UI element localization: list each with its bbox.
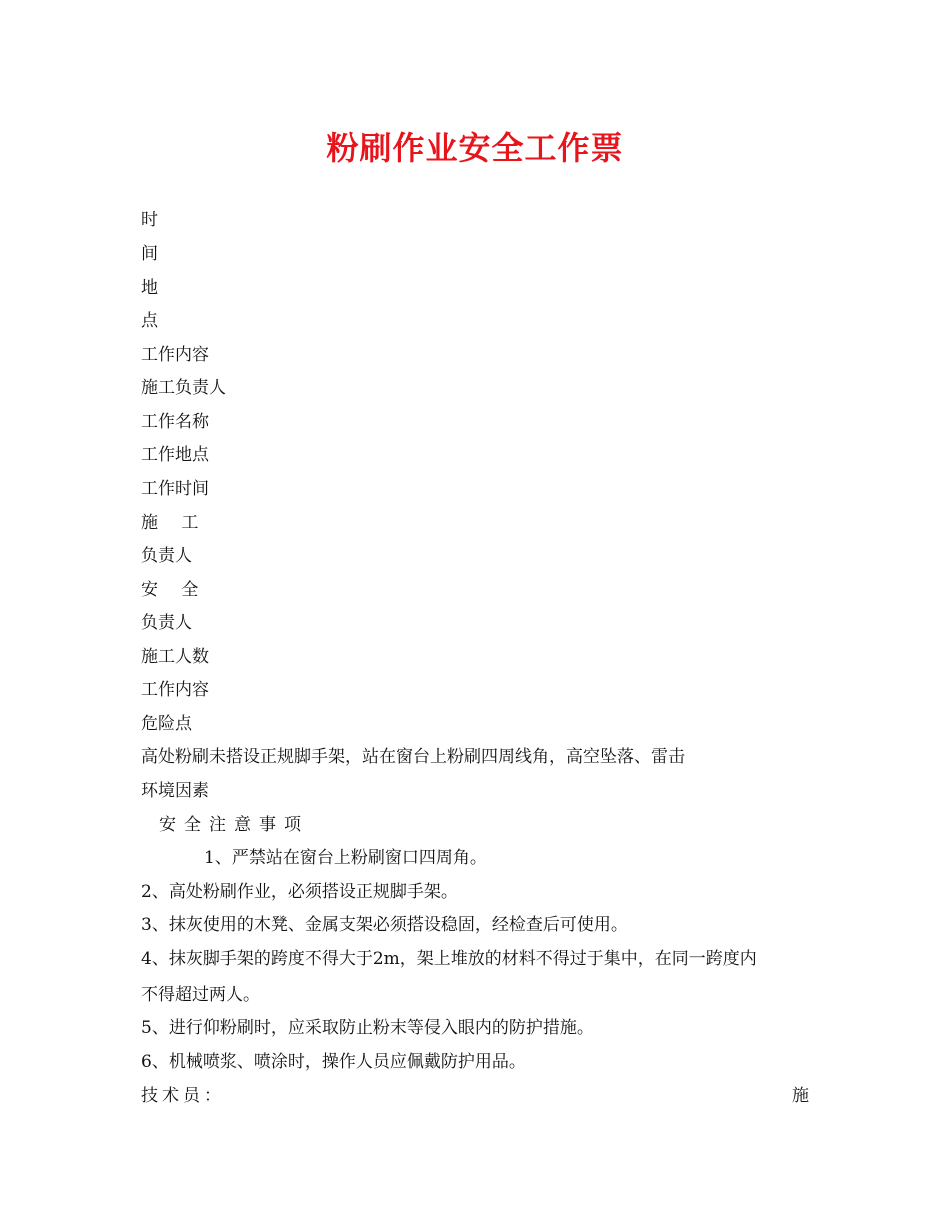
field-label-dian: 点 bbox=[141, 311, 158, 331]
notice-item: 2、高处粉刷作业，必须搭设正规脚手架。 bbox=[141, 882, 458, 902]
notice-heading: 安全注意事项 bbox=[159, 815, 309, 835]
notice-item: 6、机械喷浆、喷涂时，操作人员应佩戴防护用品。 bbox=[141, 1052, 526, 1072]
field-label-work-location: 工作地点 bbox=[141, 445, 209, 465]
field-label-work-time: 工作时间 bbox=[141, 479, 209, 499]
notice-item: 1、严禁站在窗台上粉刷窗口四周角。 bbox=[204, 848, 487, 868]
field-label-work-content-2: 工作内容 bbox=[141, 680, 209, 700]
technician-label: 技术员： bbox=[141, 1086, 225, 1106]
notice-item: 5、进行仰粉刷时，应采取防止粉末等侵入眼内的防护措施。 bbox=[141, 1018, 594, 1038]
notice-item: 3、抹灰使用的木凳、金属支架必须搭设稳固，经检查后可使用。 bbox=[141, 915, 628, 935]
field-label-anquan: 安 全 bbox=[141, 580, 208, 600]
field-label-danger-points: 危险点 bbox=[141, 714, 192, 734]
field-label-construction-leader: 施工负责人 bbox=[141, 378, 226, 398]
field-label-shi: 时 bbox=[141, 210, 158, 230]
footer-right-char: 施 bbox=[792, 1086, 809, 1106]
field-label-work-content: 工作内容 bbox=[141, 345, 209, 365]
field-label-worker-count: 施工人数 bbox=[141, 647, 209, 667]
notice-item: 不得超过两人。 bbox=[141, 985, 260, 1005]
field-label-fuzeren: 负责人 bbox=[141, 546, 192, 566]
field-label-shigong: 施 工 bbox=[141, 513, 208, 533]
field-label-di: 地 bbox=[141, 278, 158, 298]
field-label-fuzeren-safety: 负责人 bbox=[141, 613, 192, 633]
field-label-work-name: 工作名称 bbox=[141, 412, 209, 432]
notice-item: 4、抹灰脚手架的跨度不得大于2m，架上堆放的材料不得过于集中，在同一跨度内 bbox=[141, 949, 757, 969]
field-label-env-factors: 环境因素 bbox=[141, 781, 209, 801]
document-title: 粉刷作业安全工作票 bbox=[326, 129, 624, 167]
field-label-jian: 间 bbox=[141, 244, 158, 264]
danger-description: 高处粉刷未搭设正规脚手架，站在窗台上粉刷四周线角，高空坠落、雷击 bbox=[141, 747, 685, 767]
